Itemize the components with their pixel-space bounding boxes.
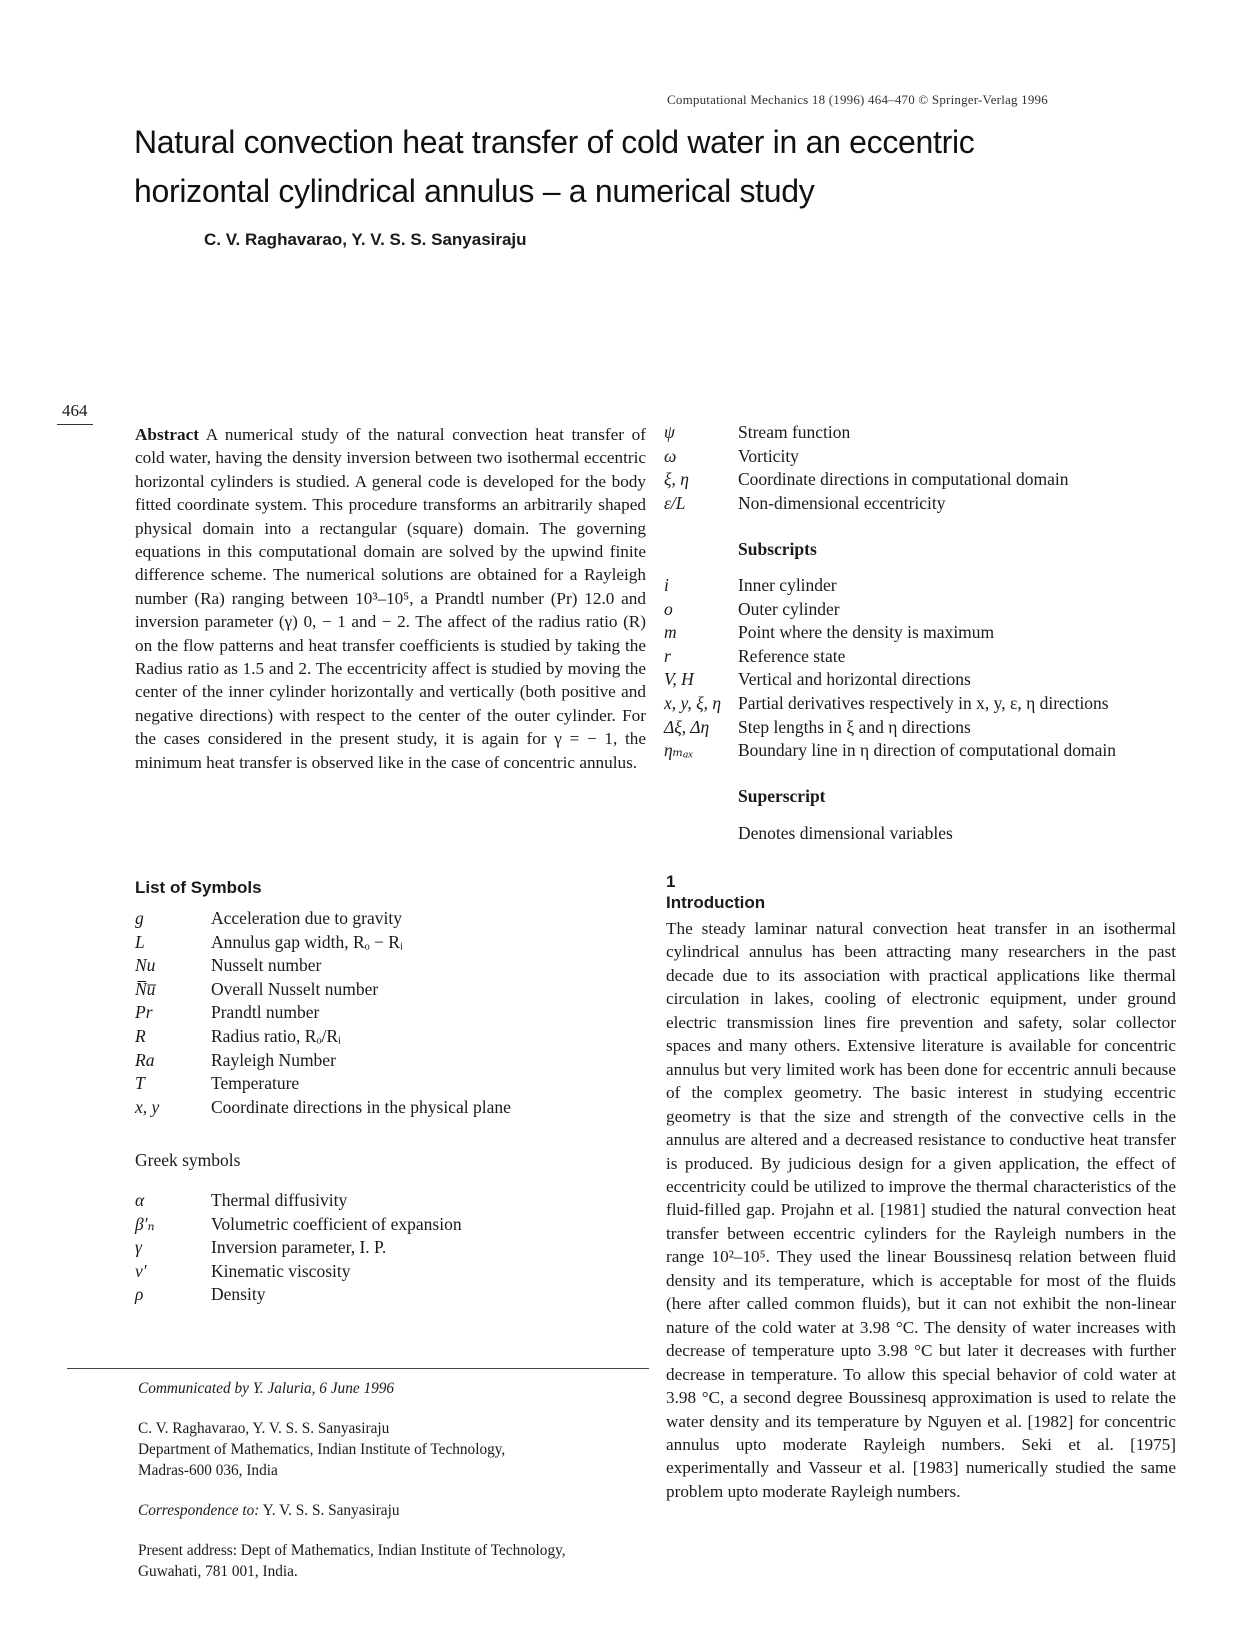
greek-symbols-heading: Greek symbols	[135, 1150, 241, 1170]
footnotes	[138, 1378, 658, 1601]
symbol-desc: Kinematic viscosity	[211, 1260, 351, 1281]
symbol-row	[135, 932, 511, 956]
subscripts-list	[664, 575, 1116, 764]
symbol-row	[135, 1050, 511, 1074]
right-symbols-list	[664, 422, 1068, 516]
symbol-desc: Acceleration due to gravity	[211, 908, 402, 928]
symbol-desc: Inner cylinder	[738, 575, 837, 595]
page-number-rule	[57, 424, 93, 425]
abstract	[135, 423, 646, 774]
page-number: 464	[62, 401, 88, 420]
symbol-row	[135, 1237, 462, 1261]
subscripts-heading: Subscripts	[738, 539, 817, 559]
symbol-row	[135, 1002, 511, 1026]
symbol: g	[135, 908, 144, 928]
symbol-row	[135, 1214, 462, 1238]
journal-citation: Computational Mechanics 18 (1996) 464–470 © Springer-Verlag 1996	[667, 92, 1048, 107]
section-number: 1	[666, 872, 676, 891]
list-of-symbols	[135, 908, 511, 1120]
symbol-desc: Radius ratio, Rₒ/Rᵢ	[211, 1025, 341, 1046]
present-address-line1: Present address: Dept of Mathematics, Indian Institute of Technology,	[138, 1542, 566, 1559]
section-title: Introduction	[666, 893, 766, 912]
symbol-row	[135, 1284, 462, 1308]
symbol-row	[135, 1073, 511, 1097]
symbol: ψ	[664, 422, 675, 442]
symbol-row	[664, 740, 1116, 764]
symbol-row	[664, 446, 1068, 470]
symbol: ω	[664, 445, 677, 466]
symbol-desc: Prandtl number	[211, 1002, 320, 1023]
symbol-desc: Reference state	[738, 645, 846, 666]
correspondence-name: Y. V. S. S. Sanyasiraju	[262, 1502, 400, 1519]
symbol-desc: Volumetric coefficient of expansion	[211, 1213, 462, 1234]
symbol-desc: Vorticity	[738, 445, 799, 466]
symbol-desc: Overall Nusselt number	[211, 978, 379, 999]
symbol-row	[135, 1190, 462, 1214]
symbol-row	[664, 717, 1116, 741]
greek-symbols-list	[135, 1190, 462, 1308]
symbol: ε/L	[664, 492, 686, 513]
symbol: β′ₙ	[135, 1213, 155, 1234]
symbol-desc: Annulus gap width, Rₒ − Rᵢ	[211, 931, 403, 952]
symbol: x, y, ξ, η	[664, 692, 721, 713]
symbol-desc: Nusselt number	[211, 955, 322, 976]
affiliation-city: Madras-600 036, India	[138, 1462, 278, 1479]
symbol: Nu	[135, 955, 156, 976]
symbol-row	[664, 622, 1116, 646]
symbol-row	[135, 1097, 511, 1121]
symbol-row	[664, 469, 1068, 493]
symbol-row	[664, 422, 1068, 446]
symbol: x, y	[135, 1096, 160, 1117]
symbol: L	[135, 931, 145, 952]
symbol-row	[135, 1261, 462, 1285]
footnote-rule	[67, 1368, 649, 1369]
symbol-desc: Coordinate directions in the physical plane	[211, 1096, 511, 1117]
symbol: T	[135, 1073, 145, 1094]
affiliation-dept: Department of Mathematics, Indian Institute of Technology,	[138, 1441, 506, 1458]
symbol: m	[664, 622, 677, 643]
symbol-desc: Coordinate directions in computational domain	[738, 469, 1069, 490]
symbol: N̅u̅	[135, 978, 156, 999]
symbol-desc: Boundary line in η direction of computational domain	[738, 740, 1117, 761]
symbol-desc: Temperature	[211, 1073, 300, 1094]
paper-authors: C. V. Raghavarao, Y. V. S. S. Sanyasiraju	[204, 230, 527, 249]
symbol-row	[135, 1026, 511, 1050]
symbol-row	[664, 646, 1116, 670]
superscript-heading: Superscript	[738, 786, 826, 806]
introduction-text: The steady laminar natural convection heat transfer in an isothermal cylindrical annulus has been attracting many researchers in the past decade due to its association with practical applications like thermal circulation in lakes, cooling of electronic equipment, under ground electric transmission lines fire prevention and safety, solar collector spaces and many others. Extensive literature is available for concentric annulus but very limited work has been done for eccentric annuli because of the complex geometry. The basic interest in studying eccentric geometry is that the size and strength of the convective cells in the annulus are altered and a decreased resistance to conductive heat transfer is produced. By judicious design for a given application, the effect of eccentricity could be utilized to improve the thermal characteristics of the fluid-filled gap. Projahn et al. [1981] studied the natural convection heat transfer between eccentric cylinders for the Rayleigh numbers in the range 10²–10⁵. They used the linear Boussinesq relation between fluid density and its temperature, which is acceptable for most of the fluids (here after called common fluids), but it can not exhibit the non-linear nature of the cold water at 3.98 °C. The density of water increases with decrease of temperature upto 3.98 °C but later it decreases with further decrease in temperature. To allow this special behavior of cold water at 3.98 °C, a second degree Boussinesq approximation is used to relate the water density and its temperature by Nguyen et al. [1982] for concentric annulus upto moderate Rayleigh numbers. Seki et al. [1975] experimentally and Vasseur et al. [1983] numerically studied the same problem upto moderate Rayleigh numbers.	[666, 919, 1176, 1501]
symbol: Pr	[135, 1002, 153, 1023]
symbol-desc: Step lengths in ξ and η directions	[738, 716, 971, 737]
symbol-row	[664, 693, 1116, 717]
affiliation-names: C. V. Raghavarao, Y. V. S. S. Sanyasiraju	[138, 1420, 390, 1437]
symbol-row	[664, 669, 1116, 693]
symbol-desc: Stream function	[738, 422, 851, 442]
symbol: R	[135, 1025, 146, 1046]
superscript-text: Denotes dimensional variables	[738, 823, 953, 843]
symbol-desc: Point where the density is maximum	[738, 622, 995, 643]
list-of-symbols-heading: List of Symbols	[135, 878, 262, 897]
symbol-desc: Rayleigh Number	[211, 1049, 336, 1070]
symbol: i	[664, 575, 669, 595]
symbol: Δξ, Δη	[664, 716, 710, 737]
symbol: r	[664, 645, 671, 666]
correspondence-label: Correspondence to:	[138, 1502, 260, 1519]
symbol-row	[664, 493, 1068, 517]
symbol: α	[135, 1190, 145, 1210]
present-address-line2: Guwahati, 781 001, India.	[138, 1563, 298, 1580]
symbol: V, H	[664, 669, 694, 690]
symbol: o	[664, 598, 673, 619]
symbol-desc: Thermal diffusivity	[211, 1190, 348, 1210]
symbol: ξ, η	[664, 469, 689, 490]
symbol-row	[135, 979, 511, 1003]
symbol-desc: Outer cylinder	[738, 598, 840, 619]
symbol-desc: Vertical and horizontal directions	[738, 669, 971, 690]
paper-title: Natural convection heat transfer of cold water in an eccentric horizontal cylindrical annulus – a numerical study	[134, 124, 975, 209]
symbol-desc: Density	[211, 1284, 266, 1305]
symbol-desc: Non-dimensional eccentricity	[738, 492, 946, 513]
abstract-text: A numerical study of the natural convection heat transfer of cold water, having the density inversion between two isothermal eccentric horizontal cylinders is studied. A general code is developed for the body fitted coordinate system. This procedure transforms an arbitrarily shaped physical domain into a rectangular (square) domain. The governing equations in this computational domain are solved by the upwind finite difference scheme. The numerical solutions are obtained for a Rayleigh number (Ra) ranging between 10³–10⁵, a Prandtl number (Pr) 12.0 and inversion parameter (γ) 0, − 1 and − 2. The affect of the radius ratio (R) on the flow patterns and heat transfer coefficients is studied by taking the Radius ratio as 1.5 and 2. The eccentricity affect is studied by moving the center of the inner cylinder horizontally and vertically (both positive and negative directions) with respect to the center of the outer cylinder. For the cases considered in the present study, it is again for γ = − 1, the minimum heat transfer is observed like in the case of concentric annulus.	[135, 425, 646, 772]
communicated-by: Communicated by Y. Jaluria, 6 June 1996	[138, 1380, 395, 1397]
abstract-label: Abstract	[135, 425, 199, 444]
symbol: Ra	[135, 1049, 155, 1070]
symbol-desc: Partial derivatives respectively in x, y, ε, η directions	[738, 692, 1109, 713]
symbol: ηₘₐₓ	[664, 740, 694, 761]
symbol-desc: Inversion parameter, I. P.	[211, 1237, 387, 1258]
symbol-row	[664, 599, 1116, 623]
symbol-row	[664, 575, 1116, 599]
symbol: ν′	[135, 1260, 147, 1281]
symbol-row	[135, 908, 511, 932]
symbol: γ	[135, 1237, 142, 1258]
symbol-row	[135, 955, 511, 979]
symbol: ρ	[135, 1284, 144, 1305]
